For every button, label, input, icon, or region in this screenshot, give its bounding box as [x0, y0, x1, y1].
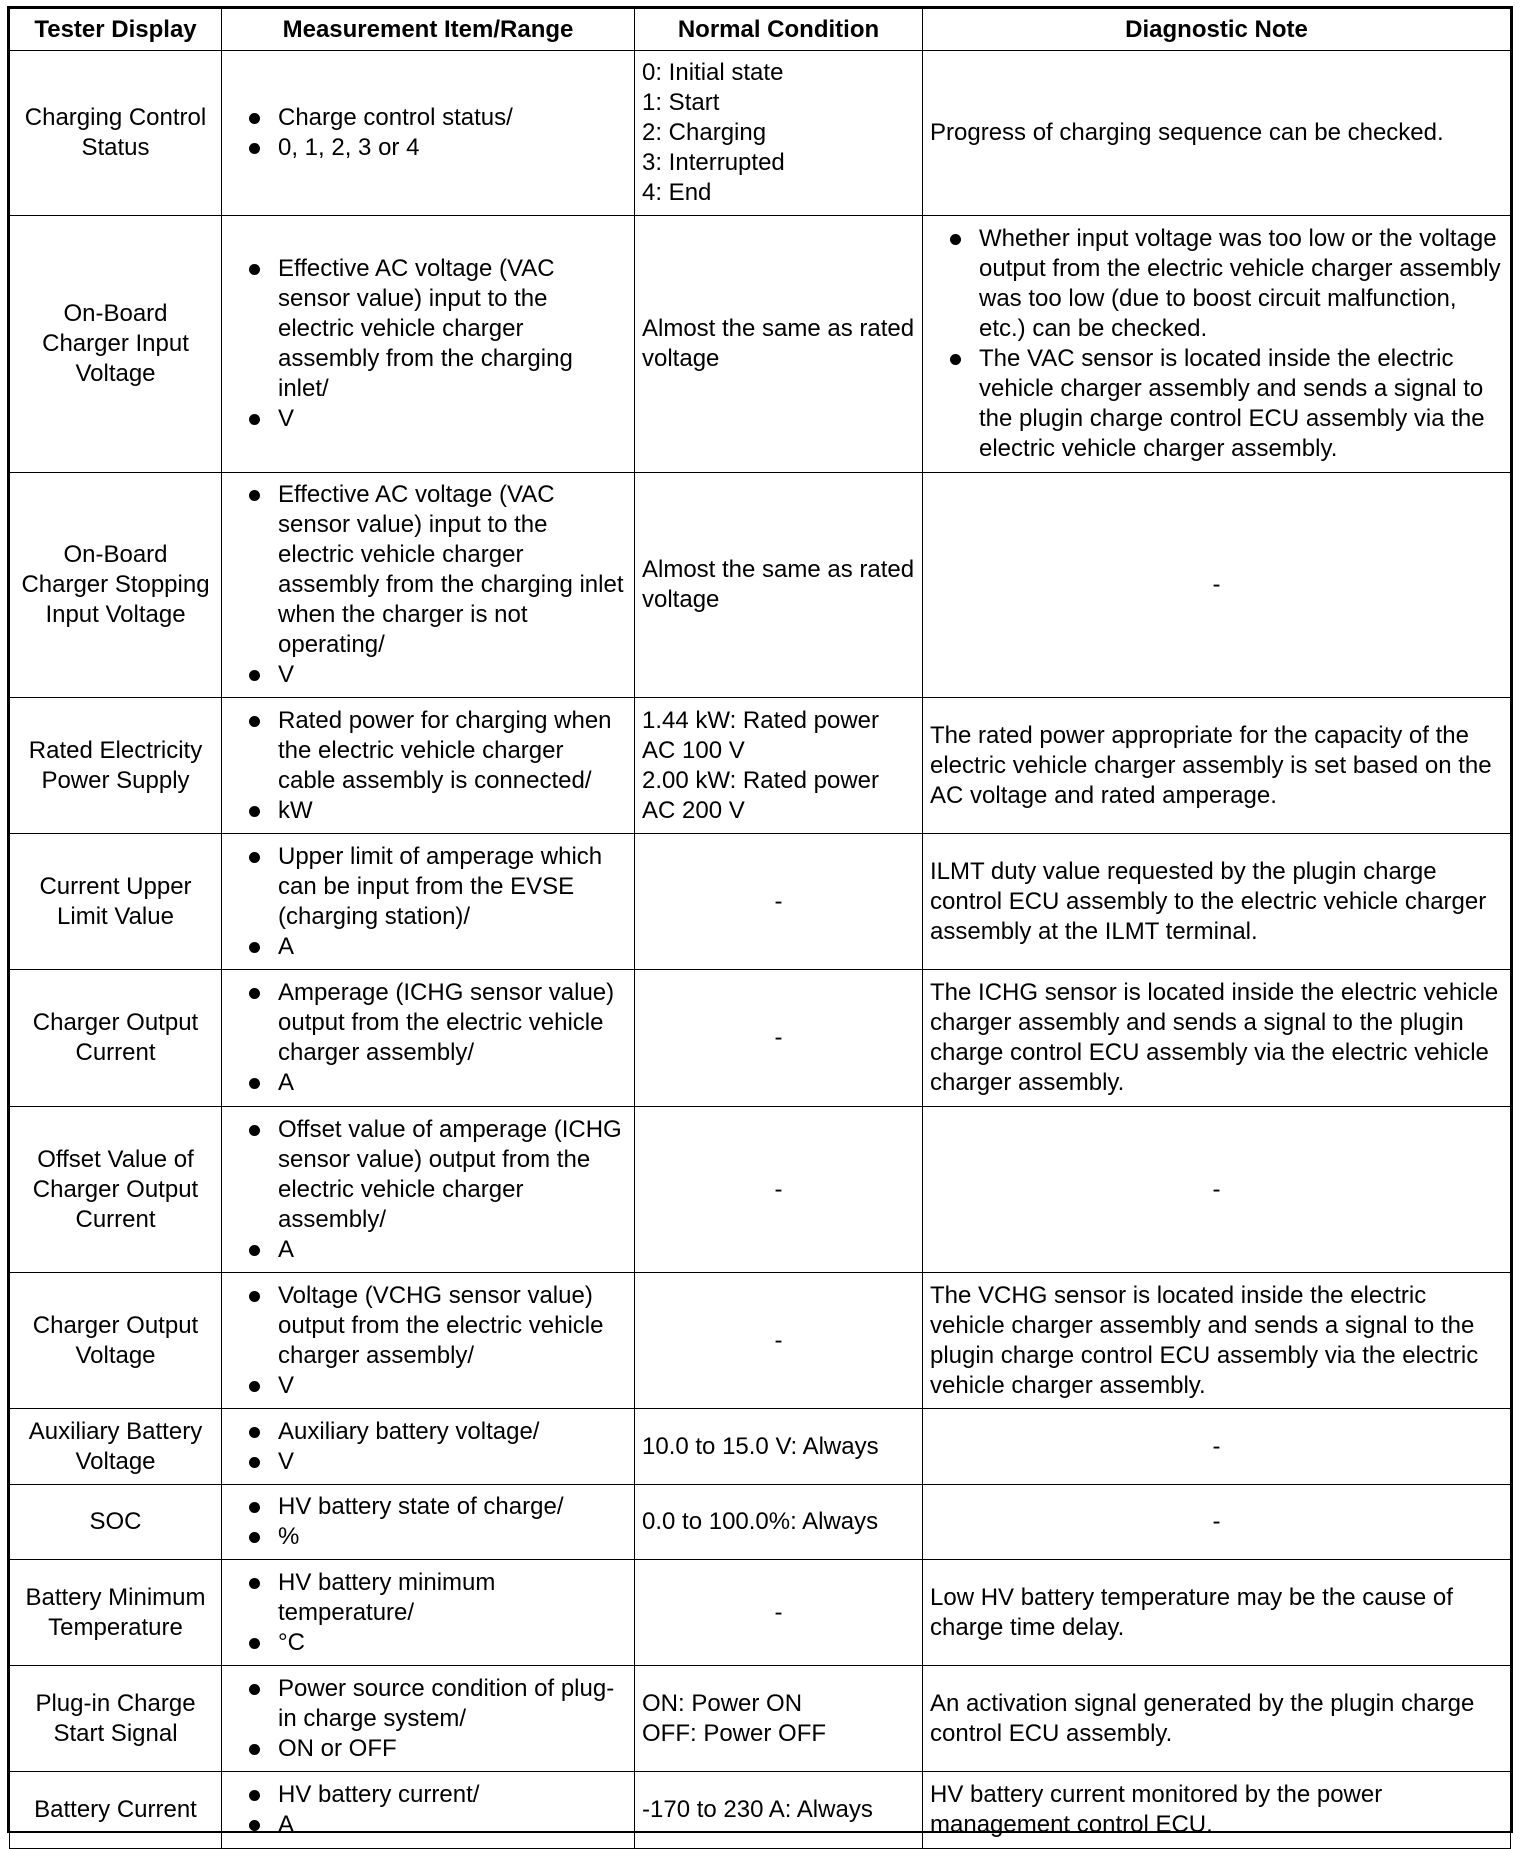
measurement-item: Offset value of amperage (ICHG sensor value) output from the electric vehicle charger assembly/ [229, 1115, 627, 1235]
measurement-item: Auxiliary battery voltage/ [229, 1417, 627, 1447]
measurement-cell [222, 51, 635, 216]
condition-line: AC 200 V [642, 796, 745, 824]
measurement-cell [222, 1666, 635, 1772]
table-row [10, 216, 1511, 473]
normal-condition-cell [635, 698, 923, 834]
tester-display-cell: Offset Value of Charger Output Current [10, 1107, 222, 1273]
normal-condition-cell [635, 216, 923, 473]
measurement-range: ON or OFF [229, 1734, 627, 1764]
measurement-cell [222, 1107, 635, 1273]
table-row [10, 1485, 1511, 1560]
tester-display-cell: Auxiliary Battery Voltage [10, 1409, 222, 1485]
note-item: Whether input voltage was too low or the voltage output from the electric vehicle charger assembly was too low (due to boost circuit malfunction, etc.) can be checked. [930, 224, 1503, 344]
diagnostic-note-cell: The rated power appropriate for the capacity of the electric vehicle charger assembly is set based on the AC voltage and rated amperage. [923, 698, 1511, 834]
diagnostic-note-cell: HV battery current monitored by the power management control ECU. [923, 1772, 1511, 1849]
measurement-range: 0, 1, 2, 3 or 4 [229, 133, 627, 163]
header-measurement-item: Measurement Item/Range [222, 9, 635, 51]
condition-line: 0: Initial state [642, 59, 784, 86]
measurement-range: V [229, 404, 627, 434]
table-row [10, 698, 1511, 834]
measurement-item: Power source condition of plug-in charge system/ [229, 1674, 627, 1734]
measurement-range: A [229, 1235, 627, 1265]
measurement-cell [222, 216, 635, 473]
condition-line: 1: Start [642, 89, 720, 116]
measurement-item: Upper limit of amperage which can be input from the EVSE (charging station)/ [229, 842, 627, 932]
tester-display-cell: Battery Current [10, 1772, 222, 1849]
header-diagnostic-note: Diagnostic Note [923, 9, 1511, 51]
measurement-range: A [229, 1068, 627, 1098]
tester-display-cell: Charger Output Current [10, 970, 222, 1107]
measurement-item: HV battery state of charge/ [229, 1492, 627, 1522]
note-item: The VAC sensor is located inside the electric vehicle charger assembly and sends a signal to the plugin charge control ECU assembly via the electric vehicle charger assembly. [930, 344, 1503, 464]
measurement-item: Rated power for charging when the electric vehicle charger cable assembly is connected/ [229, 706, 627, 796]
data-list-table [9, 8, 1511, 1849]
measurement-cell [222, 970, 635, 1107]
data-list-table-container [7, 6, 1513, 1838]
diagnostic-note-cell: ILMT duty value requested by the plugin charge control ECU assembly to the electric vehicle charger assembly at the ILMT terminal. [923, 834, 1511, 970]
diagnostic-note-cell: - [923, 1107, 1511, 1273]
measurement-range: °C [229, 1628, 627, 1658]
measurement-range: V [229, 1447, 627, 1477]
normal-condition-cell [635, 51, 923, 216]
table-row [10, 1409, 1511, 1485]
table-row [10, 970, 1511, 1107]
table-row [10, 473, 1511, 698]
table-row [10, 1273, 1511, 1409]
diagnostic-note-cell: The ICHG sensor is located inside the electric vehicle charger assembly and sends a signal to the plugin charge control ECU assembly via the electric vehicle charger assembly. [923, 970, 1511, 1107]
measurement-range: % [229, 1522, 627, 1552]
tester-display-cell: Charging Control Status [10, 51, 222, 216]
measurement-item: HV battery current/ [229, 1780, 627, 1810]
condition-line: 2.00 kW: Rated power [642, 766, 880, 794]
normal-condition-cell [635, 473, 923, 698]
measurement-cell [222, 1409, 635, 1485]
table-row [10, 1666, 1511, 1772]
tester-display-cell: Battery Minimum Temperature [10, 1560, 222, 1666]
normal-condition-cell: 10.0 to 15.0 V: Always [635, 1409, 923, 1485]
normal-condition-cell: - [635, 1560, 923, 1666]
measurement-cell [222, 1485, 635, 1560]
measurement-range: kW [229, 796, 627, 826]
measurement-range: A [229, 932, 627, 962]
condition-line: AC 100 V [642, 736, 745, 764]
condition-line: 2: Charging [642, 119, 767, 146]
condition-line: Almost the same as rated voltage [642, 315, 915, 372]
normal-condition-cell: - [635, 834, 923, 970]
measurement-cell [222, 1273, 635, 1409]
tester-display-cell: On-Board Charger Stopping Input Voltage [10, 473, 222, 698]
measurement-range: V [229, 1371, 627, 1401]
measurement-item: Amperage (ICHG sensor value) output from the electric vehicle charger assembly/ [229, 978, 627, 1068]
measurement-item: Effective AC voltage (VAC sensor value) input to the electric vehicle charger assembly from the charging inlet when the charger is not operating/ [229, 480, 627, 660]
table-row [10, 834, 1511, 970]
measurement-item: Voltage (VCHG sensor value) output from the electric vehicle charger assembly/ [229, 1281, 627, 1371]
measurement-cell [222, 834, 635, 970]
header-tester-display: Tester Display [10, 9, 222, 51]
tester-display-cell: On-Board Charger Input Voltage [10, 216, 222, 473]
measurement-cell [222, 1560, 635, 1666]
diagnostic-note-cell: - [923, 1409, 1511, 1485]
normal-condition-cell: - [635, 970, 923, 1107]
condition-line: 3: Interrupted [642, 149, 785, 176]
measurement-cell [222, 698, 635, 834]
table-row [10, 1772, 1511, 1849]
diagnostic-note-cell: - [923, 1485, 1511, 1560]
tester-display-cell: SOC [10, 1485, 222, 1560]
measurement-item: HV battery minimum temperature/ [229, 1568, 627, 1628]
table-row [10, 51, 1511, 216]
table-row [10, 1560, 1511, 1666]
normal-condition-cell: 0.0 to 100.0%: Always [635, 1485, 923, 1560]
tester-display-cell: Rated Electricity Power Supply [10, 698, 222, 834]
condition-line: 4: End [642, 179, 712, 206]
measurement-cell [222, 473, 635, 698]
normal-condition-cell: - [635, 1273, 923, 1409]
measurement-range: A [229, 1810, 627, 1840]
normal-condition-cell [635, 1666, 923, 1772]
tester-display-cell: Current Upper Limit Value [10, 834, 222, 970]
diagnostic-note-cell: Low HV battery temperature may be the cause of charge time delay. [923, 1560, 1511, 1666]
table-row [10, 1107, 1511, 1273]
tester-display-cell: Charger Output Voltage [10, 1273, 222, 1409]
measurement-item: Effective AC voltage (VAC sensor value) input to the electric vehicle charger assembly from the charging inlet/ [229, 254, 627, 404]
condition-line: 1.44 kW: Rated power [642, 706, 880, 734]
condition-line: ON: Power ON [642, 1689, 803, 1717]
header-normal-condition: Normal Condition [635, 9, 923, 51]
measurement-item: Charge control status/ [229, 103, 627, 133]
normal-condition-cell: - [635, 1107, 923, 1273]
normal-condition-cell: -170 to 230 A: Always [635, 1772, 923, 1849]
condition-line: OFF: Power OFF [642, 1719, 827, 1747]
header-row [10, 9, 1511, 51]
diagnostic-note-cell [923, 216, 1511, 473]
measurement-range: V [229, 660, 627, 690]
diagnostic-note-cell: Progress of charging sequence can be checked. [923, 51, 1511, 216]
condition-line: Almost the same as rated voltage [642, 556, 915, 613]
diagnostic-note-cell: An activation signal generated by the plugin charge control ECU assembly. [923, 1666, 1511, 1772]
measurement-cell [222, 1772, 635, 1849]
diagnostic-note-cell: The VCHG sensor is located inside the electric vehicle charger assembly and sends a signal to the plugin charge control ECU assembly via the electric vehicle charger assembly. [923, 1273, 1511, 1409]
diagnostic-note-cell: - [923, 473, 1511, 698]
tester-display-cell: Plug-in Charge Start Signal [10, 1666, 222, 1772]
